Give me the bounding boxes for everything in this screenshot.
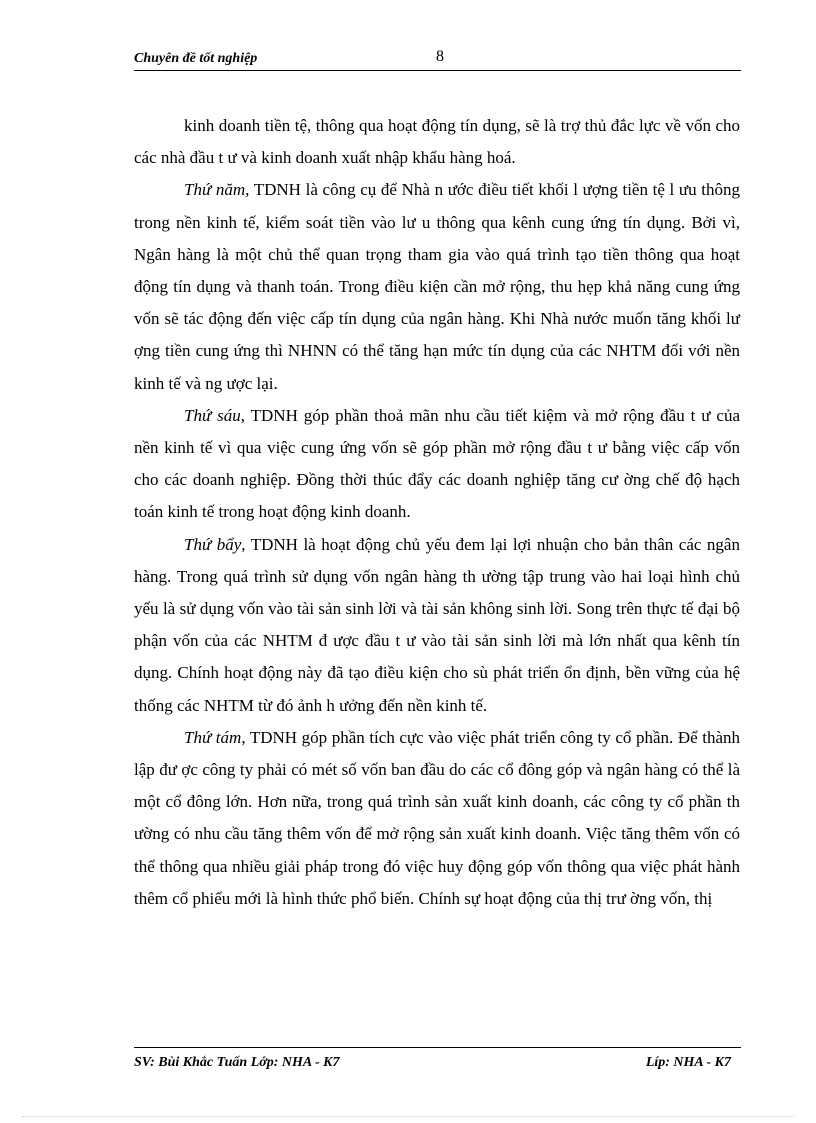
header-title: Chuyên đề tốt nghiệp bbox=[134, 51, 258, 66]
paragraph-text: , TDNH là hoạt động chủ yếu đem lại lợi nhuận cho bản thân các ngân hàng. Trong quá trình sử dụng vốn ngân hàng th ường tập trung vào hai loại hình chủ yếu là sử dụng vốn vào tài sản sinh lời và tài sản không sinh lời. Song trên thực tế đại bộ phận vốn của các NHTM đ ược đầu t ư vào tài sản sinh lời mà lớn nhất qua kênh tín dụng. Chính hoạt động này đã tạo điều kiện cho sù phát triển ổn định, bền vững của hệ thống các NHTM từ đó ảnh h ưởng đến nền kinh tế. bbox=[134, 534, 740, 715]
footer-student: SV: Bùi Khắc Tuấn Lớp: NHA - K7 bbox=[134, 1055, 340, 1070]
document-body bbox=[134, 110, 740, 915]
paragraph-text: , TDNH góp phần tích cực vào việc phát triển công ty cổ phần. Để thành lập đư ợc công ty phải có mét số vốn ban đầu do các cổ đông góp và ngân hàng có thể là một cổ đông lớn. Hơn nữa, trong quá trình sản xuất kinh doanh, các công ty cổ phần th ường có nhu cầu tăng thêm vốn để mở rộng sản xuất kinh doanh. Việc tăng thêm vốn có thể thông qua nhiều giải pháp trong đó việc huy động góp vốn thông qua việc phát hành thêm cổ phiếu mới là hình thức phổ biến. Chính sự hoạt động của thị trư ờng vốn, thị bbox=[134, 727, 740, 908]
paragraph-lead: Thứ tám bbox=[184, 727, 242, 747]
paragraph-text: kinh doanh tiền tệ, thông qua hoạt động tín dụng, sẽ là trợ thủ đắc lực về vốn cho các nhà đầu t ư và kinh doanh xuất nhập khẩu hàng hoá. bbox=[134, 116, 740, 168]
footer-class: Líp: NHA - K7 bbox=[645, 1055, 731, 1070]
paragraph-lead: Thứ năm, bbox=[184, 180, 250, 200]
paragraph-lead: Thứ bẩy bbox=[184, 534, 242, 554]
paragraph-text: TDNH là công cụ để Nhà n ước điều tiết khối l ượng tiền tệ l ưu thông trong nền kinh tế, kiểm soát tiền vào lư u thông qua kênh cung ứng tín dụng. Bởi vì, Ngân hàng là một chủ thể quan trọng tham gia vào quá trình tạo tiền thông qua hoạt động tín dụng và thanh toán. Trong điều kiện cần mở rộng, thu hẹp khả năng cung ứng vốn sẽ tác động đến việc cấp tín dụng của ngân hàng. Khi Nhà nước muốn tăng khối lư ợng tiền cung ứng thì NHNN có thể tăng hạn mức tín dụng của các NHTM đối với nền kinh tế và ng ược lại. bbox=[134, 180, 740, 393]
page-edge-divider bbox=[22, 1116, 794, 1117]
paragraph bbox=[134, 174, 740, 399]
page-footer bbox=[134, 1047, 741, 1076]
paragraph bbox=[134, 400, 740, 529]
paragraph bbox=[134, 722, 740, 915]
page-header bbox=[134, 48, 741, 71]
page-number: 8 bbox=[436, 48, 444, 65]
paragraph bbox=[134, 529, 740, 722]
paragraph bbox=[134, 110, 740, 174]
paragraph-text: , TDNH góp phần thoả mãn nhu cầu tiết kiệm và mở rộng đầu t ư của nền kinh tế vì qua việc cung ứng vốn sẽ góp phần mở rộng đầu t ư bằng việc cấp vốn cho các doanh nghiệp. Đồng thời thúc đẩy các doanh nghiệp tăng cư ờng chế độ hạch toán kinh tế trong hoạt động kinh doanh. bbox=[134, 405, 741, 522]
paragraph-lead: Thứ sáu bbox=[184, 405, 241, 425]
